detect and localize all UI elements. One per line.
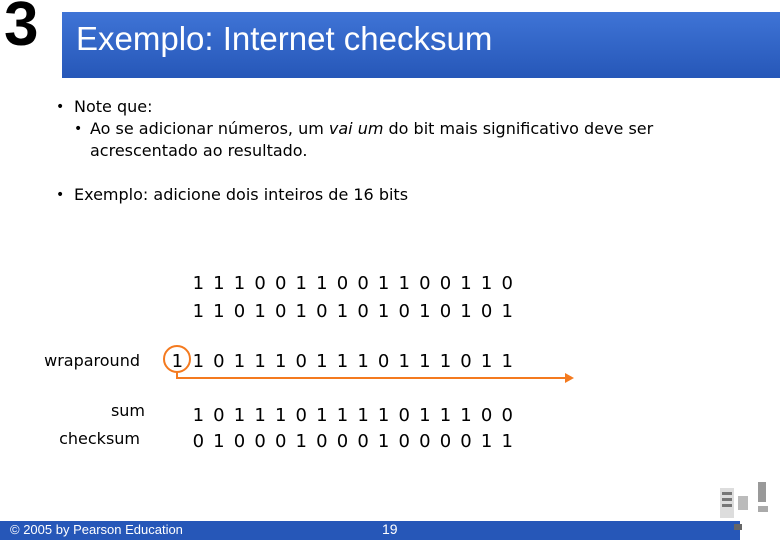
b-bit-6: 0 [316, 301, 328, 322]
b-bit-10: 0 [398, 301, 410, 322]
checksum-bit-2: 0 [233, 431, 246, 452]
wraparound-bit-3: 1 [254, 351, 266, 372]
sum-bit-8: 1 [357, 405, 369, 426]
label-sum: sum [110, 401, 145, 420]
b-bit-1: 1 [213, 301, 225, 322]
sub-bullet-italic: vai um [328, 119, 384, 138]
sub-bullet-prefix: Ao se adicionar números, um [90, 119, 329, 138]
b-bit-13: 1 [460, 301, 472, 322]
wraparound-arrow [160, 340, 680, 390]
sum-bit-15: 0 [501, 405, 513, 426]
wraparound-bit-8: 1 [357, 351, 369, 372]
wraparound-bit-11: 1 [419, 351, 431, 372]
b-bit-11: 1 [419, 301, 431, 322]
a-bit-1: 1 [213, 273, 225, 294]
wraparound-line [177, 372, 565, 378]
sub-bullet-suffix: do bit mais significativo deve ser [383, 119, 654, 138]
wraparound-bit-0: 1 [192, 351, 205, 372]
wraparound-bit-13: 0 [460, 351, 472, 372]
carry-bit: 1 [171, 351, 184, 372]
copyright: © 2005 by Pearson Education [10, 522, 183, 537]
sum-bit-14: 0 [480, 405, 493, 426]
b-bit-12: 0 [439, 301, 452, 322]
checksum-bit-12: 0 [439, 431, 452, 452]
wraparound-bit-6: 1 [316, 351, 328, 372]
a-bit-2: 1 [233, 273, 246, 294]
wraparound-bit-4: 1 [274, 351, 287, 372]
wraparound-bit-9: 0 [377, 351, 390, 372]
checksum-bit-6: 0 [316, 431, 328, 452]
chapter-number: 3 [4, 0, 39, 59]
a-bit-3: 0 [254, 273, 266, 294]
b-bit-15: 1 [501, 301, 513, 322]
bits-row-a [188, 273, 518, 294]
checksum-bit-1: 1 [213, 431, 225, 452]
b-bit-14: 0 [480, 301, 493, 322]
a-bit-13: 1 [460, 273, 472, 294]
sum-bit-10: 0 [398, 405, 410, 426]
a-bit-7: 0 [336, 273, 349, 294]
a-bit-14: 1 [480, 273, 493, 294]
sum-bit-11: 1 [419, 405, 431, 426]
checksum-bit-8: 0 [357, 431, 369, 452]
a-bit-10: 1 [398, 273, 410, 294]
slide-title: Exemplo: Internet checksum [76, 20, 493, 57]
sum-bit-3: 1 [254, 405, 266, 426]
wraparound-bit-10: 1 [398, 351, 410, 372]
wraparound-bit-12: 1 [439, 351, 452, 372]
checksum-bit-5: 1 [295, 431, 307, 452]
b-bit-9: 1 [377, 301, 390, 322]
checksum-bit-13: 0 [460, 431, 472, 452]
bits-row-checksum [188, 431, 518, 452]
checksum-bit-7: 0 [336, 431, 349, 452]
checksum-bit-14: 1 [480, 431, 493, 452]
sum-bit-5: 0 [295, 405, 307, 426]
bullet-example-text: Exemplo: adicione dois inteiros de 16 bits [74, 185, 409, 204]
wraparound-bit-14: 1 [480, 351, 493, 372]
sum-bit-12: 1 [439, 405, 452, 426]
corner-thumbnail-icon [716, 474, 772, 538]
b-bit-4: 0 [274, 301, 287, 322]
b-bit-0: 1 [192, 301, 205, 322]
sub-bullet [56, 118, 756, 140]
b-bit-3: 1 [254, 301, 266, 322]
checksum-bit-9: 1 [377, 431, 390, 452]
bullet-list [56, 96, 756, 206]
sum-bit-1: 0 [213, 405, 225, 426]
checksum-bit-0: 0 [192, 431, 205, 452]
bits-row-b [188, 301, 518, 322]
b-bit-8: 0 [357, 301, 369, 322]
carry-circle [164, 346, 190, 372]
b-bit-2: 0 [233, 301, 246, 322]
sum-bit-6: 1 [316, 405, 328, 426]
a-bit-4: 0 [274, 273, 287, 294]
wraparound-bit-1: 0 [213, 351, 225, 372]
checksum-bit-15: 1 [501, 431, 513, 452]
sum-bit-4: 1 [274, 405, 287, 426]
sum-bit-2: 1 [233, 405, 246, 426]
b-bit-5: 1 [295, 301, 307, 322]
a-bit-8: 0 [357, 273, 369, 294]
a-bit-11: 0 [419, 273, 431, 294]
bullet-note-text: Note que: [74, 97, 153, 116]
bullet-dot-icon: • [74, 121, 83, 137]
a-bit-0: 1 [192, 273, 205, 294]
bits-row-sum [188, 405, 518, 426]
checksum-bit-10: 0 [398, 431, 410, 452]
sum-bit-0: 1 [192, 405, 205, 426]
page-number: 19 [382, 521, 398, 537]
a-bit-15: 0 [501, 273, 513, 294]
wraparound-bit-5: 0 [295, 351, 307, 372]
checksum-bit-3: 0 [254, 431, 266, 452]
label-checksum: checksum [59, 429, 140, 448]
a-bit-9: 1 [377, 273, 390, 294]
a-bit-5: 1 [295, 273, 307, 294]
wraparound-bit-15: 1 [501, 351, 513, 372]
b-bit-7: 1 [336, 301, 349, 322]
label-wraparound: wraparound [44, 351, 140, 370]
bullet-note [56, 96, 756, 118]
a-bit-12: 0 [439, 273, 452, 294]
sum-bit-13: 1 [460, 405, 472, 426]
wraparound-bit-2: 1 [233, 351, 246, 372]
checksum-bit-11: 0 [419, 431, 431, 452]
a-bit-6: 1 [316, 273, 328, 294]
arrowhead-icon [565, 373, 574, 383]
sum-bit-7: 1 [336, 405, 349, 426]
wraparound-bit-7: 1 [336, 351, 349, 372]
bullet-example [56, 184, 756, 206]
sum-bit-9: 1 [377, 405, 390, 426]
sub-bullet-line2 [56, 140, 756, 162]
checksum-bit-4: 0 [274, 431, 287, 452]
sub-bullet-line2-text: acrescentado ao resultado. [90, 141, 308, 160]
